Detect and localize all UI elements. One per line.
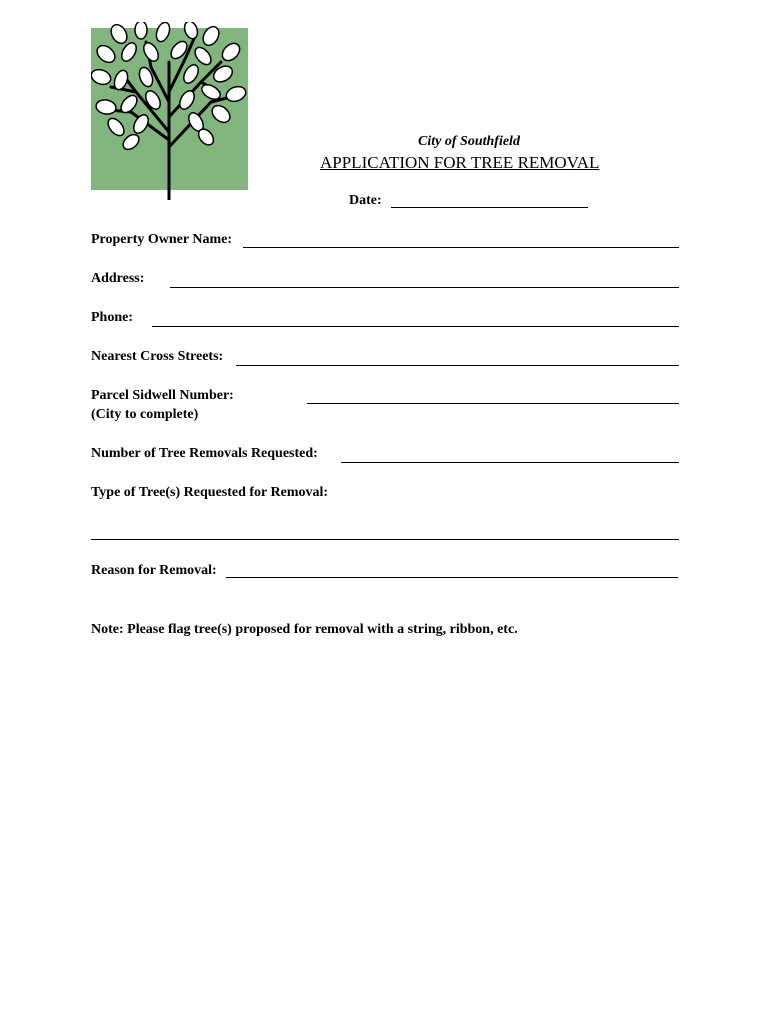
parcel-note: (City to complete) <box>91 407 199 422</box>
reason-label: Reason for Removal: <box>91 563 217 578</box>
parcel-field[interactable] <box>307 403 679 404</box>
tree-type-field[interactable] <box>91 539 679 540</box>
cross-streets-field[interactable] <box>236 365 679 366</box>
cross-streets-label: Nearest Cross Streets: <box>91 349 224 364</box>
date-field[interactable] <box>391 207 588 208</box>
form-title: APPLICATION FOR TREE REMOVAL <box>320 153 600 172</box>
owner-name-field[interactable] <box>243 247 679 248</box>
phone-label: Phone: <box>91 310 133 325</box>
date-label: Date: <box>349 193 382 208</box>
address-label: Address: <box>91 271 145 286</box>
phone-field[interactable] <box>152 326 679 327</box>
owner-name-label: Property Owner Name: <box>91 232 232 247</box>
parcel-label: Parcel Sidwell Number: <box>91 388 234 403</box>
tree-logo <box>91 22 249 200</box>
address-field[interactable] <box>170 287 679 288</box>
num-removals-label: Number of Tree Removals Requested: <box>91 446 318 461</box>
city-name: City of Southfield <box>418 134 520 149</box>
tree-type-label: Type of Tree(s) Requested for Removal: <box>91 485 329 500</box>
reason-field[interactable] <box>226 577 678 578</box>
num-removals-field[interactable] <box>341 462 679 463</box>
flag-note: Note: Please flag tree(s) proposed for removal with a string, ribbon, etc. <box>91 622 518 637</box>
